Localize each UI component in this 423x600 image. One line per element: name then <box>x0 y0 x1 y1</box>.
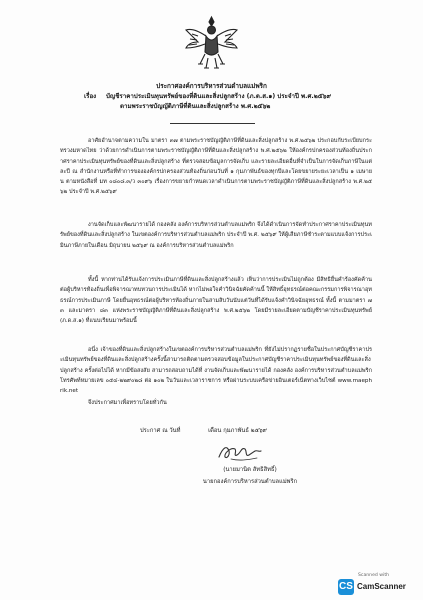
date-month-year: เดือน กุมภาพันธ์ ๒๕๖๙ <box>208 428 267 434</box>
paragraph-3-text: ทั้งนี้ หากท่านได้รับแจ้งการประเมินภาษีที่ดินและสิ่งปลูกสร้างแล้ว เห็นว่าการประเมินไม่ถูกต้อง มีสิทธิยื่นคำร้องคัดค้านต่อผู้บริหารท้องถิ่นเพื่อพิจารณาทบทวนการประเมินได้ หากไม่พอใจคำวินิจฉัยคัดค้านนี้ ให้สิทธิ์อุทธรณ์ต่อคณะกรรมการพิจารณาอุทธรณ์การประเมินภาษี โดยยื่นอุทธรณ์ต่อผู้บริหารท้องถิ่นภายในสามสิบวันนับแต่วันที่ได้รับแจ้งคำวินิจฉัยอุทธรณ์ ทั้งนี้ ตามมาตรา ๗๓ และมาตรา ๘๓ แห่งพระราชบัญญัติภาษีที่ดินและสิ่งปลูกสร้าง พ.ศ.๒๕๖๒ โดยมีรายละเอียดตามบัญชีราคาประเมินทุนทรัพย์ (ภ.ด.ส.๑) ที่แนบเรียนมาพร้อมนี้ <box>60 277 372 325</box>
paragraph-1-text: อาศัยอำนาจตามความใน มาตรา ๓๗ ตามพระราชบัญญัติภาษีที่ดินและสิ่งปลูกสร้าง พ.ศ.๒๕๖๒ ประกอบกับระเบียบกระทรวงมหาดไทย ว่าด้วยการดำเนินการตามพระราชบัญญัติภาษีที่ดินและสิ่งปลูกสร้าง พ.ศ.๒๕๖๒ ให้องค์กรปกครองส่วนท้องถิ่นประกาศราคาประเมินทุนทรัพย์ของที่ดินและสิ่งปลูกสร้าง ที่ตรวจสอบข้อมูลการจัดเก็บ และรายละเอียดอื่นที่จำเป็นในการจัดเก็บภาษีในแต่ละปี ณ สำนักงานหรือที่ทำการขององค์กรปกครองส่วนท้องถิ่นก่อนวันที่ ๑ กุมภาพันธ์ของทุกปีและโดยขยายระยะเวลาเป็น ๑ เมษายน ตามหนังสือที่ มท ๐๘๐๘.๓/ว ๓๐๙๖ เรื่องการขยายกำหนดเวลาดำเนินการตามพระราชบัญญัติภาษีที่ดินและสิ่งปลูกสร้าง พ.ศ.๒๕๖๒ ประจำปี พ.ศ.๒๕๖๙ <box>60 138 372 196</box>
paragraph-3 <box>60 275 372 326</box>
garuda-emblem-icon <box>184 14 239 72</box>
signer-title: นายกองค์การบริหารส่วนตำบลแม่พริก <box>202 479 298 485</box>
paragraph-1 <box>60 136 372 198</box>
subject-line-1: บัญชีราคาประเมินทุนทรัพย์ของที่ดินและสิ่งปลูกสร้าง (ภ.ด.ส.๑) ประจำปี พ.ศ.๒๕๖๙ <box>106 93 331 100</box>
camscanner-logo-icon <box>338 579 354 595</box>
subject-label: เรื่อง <box>84 93 97 100</box>
scanned-with-label: Scanned with <box>358 573 390 578</box>
subject-line-2: ตามพระราชบัญญัติภาษีที่ดินและสิ่งปลูกสร้าง พ.ศ.๒๕๖๒ <box>120 102 271 110</box>
paragraph-2 <box>60 220 372 251</box>
camscanner-badge <box>334 573 418 597</box>
paragraph-4-text: อนึ่ง เจ้าของที่ดินและสิ่งปลูกสร้างในเขตองค์การบริหารส่วนตำบลแม่พริก ที่ยังไม่ปรากฏรายชื่อในประกาศบัญชีราคาประเมินทุนทรัพย์ของที่ดินและสิ่งปลูกสร้างครั้งนี้สามารถติดตามตรวจสอบข้อมูลในประกาศบัญชีราคาประเมินทุนทรัพย์ของที่ดินและสิ่งปลูกสร้าง ครั้งต่อไปได้ หากมีข้อสงสัย สามารถสอบถามได้ที่ งานจัดเก็บและพัฒนารายได้ กองคลัง องค์การบริหารส่วนตำบลแม่พริก โทรศัพท์หมายเลข ๐๕๔-๒๒๙๐๒๘ ต่อ ๑๐๒ ในวันและเวลาราชการ หรือผ่านระบบเครือข่ายอินเตอร์เน็ตทางเว็บไซต์ www.maephrik.net <box>60 347 372 395</box>
closing-text: จึงประกาศมาเพื่อทราบโดยทั่วกัน <box>88 400 167 406</box>
date-prefix: ประกาศ ณ วันที่ <box>140 428 181 434</box>
paragraph-2-text: งานจัดเก็บและพัฒนารายได้ กองคลัง องค์การบริหารส่วนตำบลแม่พริก จึงได้ดำเนินการจัดทำประกาศราคาประเมินทุนทรัพย์ของที่ดินและสิ่งปลูกสร้าง ในเขตองค์การบริหารส่วนตำบลแม่พริก ประจำปี พ.ศ. ๒๕๖๙ ให้ผู้เสียภาษีชำระตามแบบแจ้งการประเมินภาษีภายในเดือน มิถุนายน ๒๕๖๙ ณ องค์การบริหารส่วนตำบลแม่พริก <box>60 222 372 249</box>
title-divider <box>170 123 255 124</box>
paragraph-4 <box>60 345 372 396</box>
signer-name: (นายมานิต สัทธิสิทธิ์) <box>223 467 277 473</box>
announcement-date <box>140 425 370 435</box>
camscanner-brand: CamScanner <box>357 582 406 591</box>
subject-text <box>106 92 386 111</box>
handwritten-signature-icon <box>215 439 265 465</box>
camscanner-logo-letters: CS <box>339 581 353 592</box>
announcement-title: ประกาศองค์การบริหารส่วนตำบลแม่พริก <box>156 82 267 90</box>
paragraph-5 <box>60 398 372 408</box>
